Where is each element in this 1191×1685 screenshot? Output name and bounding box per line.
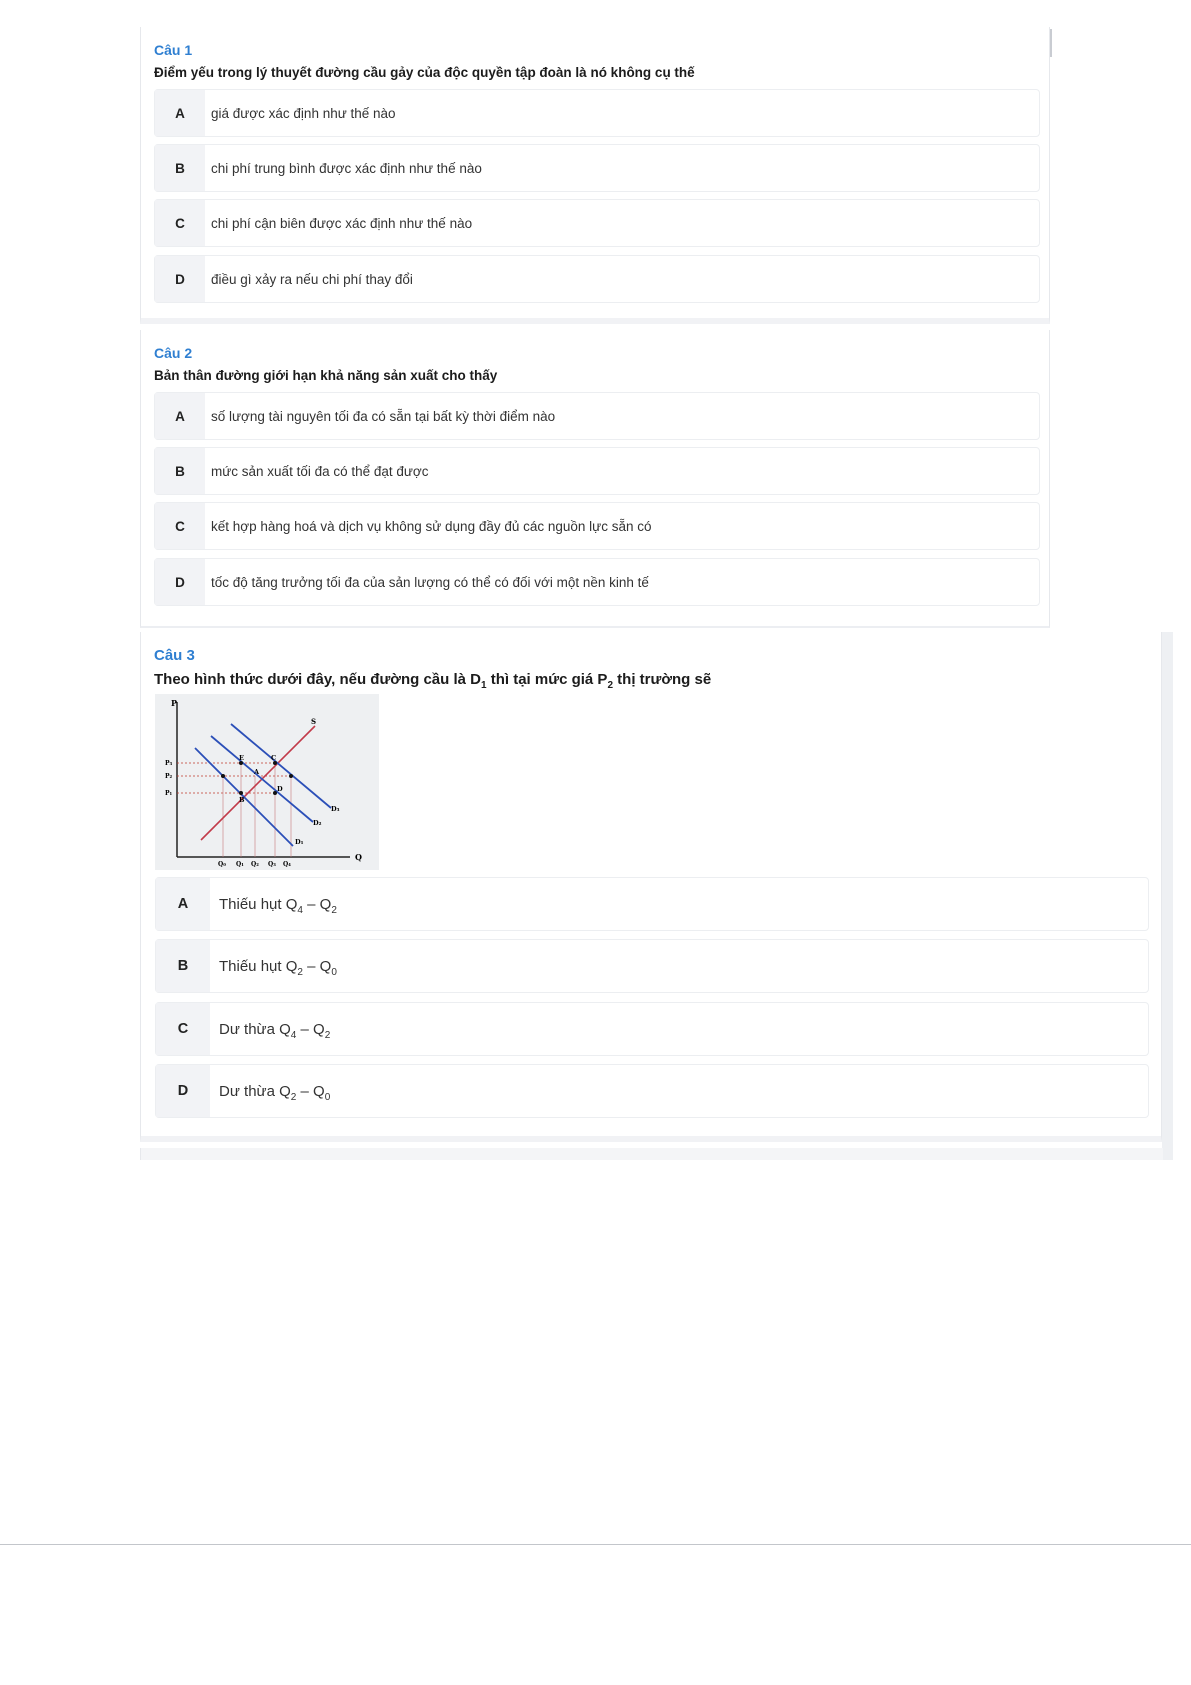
option-d[interactable]	[154, 255, 1040, 303]
question-label: Câu 2	[154, 345, 193, 361]
next-card-edge	[140, 1148, 1163, 1160]
option-letter: C	[155, 503, 205, 549]
option-letter: A	[156, 878, 210, 930]
q2-label: Q₂	[251, 861, 259, 868]
question-card-2	[140, 330, 1050, 628]
scrollbar-thumb[interactable]	[1050, 29, 1052, 57]
option-letter: A	[155, 90, 205, 136]
p1-label: P₁	[165, 790, 173, 797]
option-text: kết hợp hàng hoá và dịch vụ không sử dụng đầy đủ các nguồn lực sẵn có	[211, 518, 652, 534]
point-right-p2	[289, 774, 293, 778]
d1-label: D₁	[295, 838, 304, 846]
option-text: Thiếu hụt $Q_2 - Q_0$	[219, 957, 337, 978]
p3-label: P₃	[165, 760, 173, 767]
option-a[interactable]	[154, 392, 1040, 440]
option-letter: D	[156, 1065, 210, 1117]
point-label-b: B	[239, 796, 245, 804]
question-text: Điểm yếu trong lý thuyết đường cầu gảy của độc quyền tập đoàn là nó không cụ thế	[154, 65, 695, 80]
option-c[interactable]	[154, 199, 1040, 247]
option-text: Dư thừa $Q_4 - Q_2$	[219, 1020, 331, 1041]
question-card-1	[140, 27, 1050, 324]
point-label-c: C	[271, 754, 277, 762]
option-letter: D	[155, 256, 205, 302]
option-letter: C	[155, 200, 205, 246]
x-axis-label: Q	[355, 852, 362, 862]
option-text: chi phí trung bình được xác định như thế nào	[211, 160, 482, 176]
question-label: Câu 1	[154, 42, 193, 58]
option-text: số lượng tài nguyên tối đa có sẵn tại bất kỳ thời điểm nào	[211, 408, 556, 424]
supply-demand-graph	[155, 694, 379, 870]
d3-label: D₃	[331, 805, 340, 813]
scrollbar-track[interactable]	[1162, 632, 1173, 1160]
option-b[interactable]	[155, 939, 1149, 993]
option-letter: B	[155, 448, 205, 494]
point-b	[239, 791, 243, 795]
option-a[interactable]	[154, 89, 1040, 137]
option-letter: B	[156, 940, 210, 992]
option-letter: A	[155, 393, 205, 439]
point-left-p2	[221, 774, 225, 778]
point-label-d: D	[277, 785, 283, 793]
y-axis-label: P	[171, 698, 178, 708]
option-text: mức sản xuất tối đa có thể đạt được	[211, 463, 429, 479]
option-letter: C	[156, 1003, 210, 1055]
option-text: tốc độ tăng trưởng tối đa của sản lượng có thể có đối với một nền kinh tế	[211, 574, 649, 590]
option-b[interactable]	[154, 144, 1040, 192]
option-a[interactable]	[155, 877, 1149, 931]
question-text: Bản thân đường giới hạn khả năng sản xuất cho thấy	[154, 368, 498, 383]
supply-label: S	[311, 717, 317, 726]
option-text: điều gì xảy ra nếu chi phí thay đổi	[211, 271, 413, 287]
option-c[interactable]	[154, 502, 1040, 550]
q1-label: Q₁	[236, 861, 244, 868]
option-b[interactable]	[154, 447, 1040, 495]
option-text: chi phí cận biên được xác định như thế nào	[211, 215, 473, 231]
option-letter: B	[155, 145, 205, 191]
option-d[interactable]	[155, 1064, 1149, 1118]
q4-label: Q₄	[283, 861, 291, 868]
q3-label: Q₃	[268, 861, 276, 868]
question-text: Theo hình thức dưới đây, nếu đường cầu là $D_1$ thì tại mức giá $P_2$ thị trường sẽ	[154, 671, 712, 691]
option-text: Thiếu hụt $Q_4 - Q_2$	[219, 895, 337, 916]
option-letter: D	[155, 559, 205, 605]
option-text: giá được xác định như thế nào	[211, 105, 396, 121]
q0-label: Q₀	[218, 861, 226, 868]
p2-label: P₂	[165, 773, 173, 780]
page-divider	[0, 1544, 1191, 1545]
point-label-e: E	[239, 754, 244, 762]
option-c[interactable]	[155, 1002, 1149, 1056]
question-label: Câu 3	[154, 647, 195, 664]
option-text: Dư thừa $Q_2 - Q_0$	[219, 1082, 331, 1103]
d2-label: D₂	[313, 819, 322, 827]
question-card-3	[140, 632, 1162, 1142]
point-label-a: A	[254, 768, 260, 776]
option-d[interactable]	[154, 558, 1040, 606]
